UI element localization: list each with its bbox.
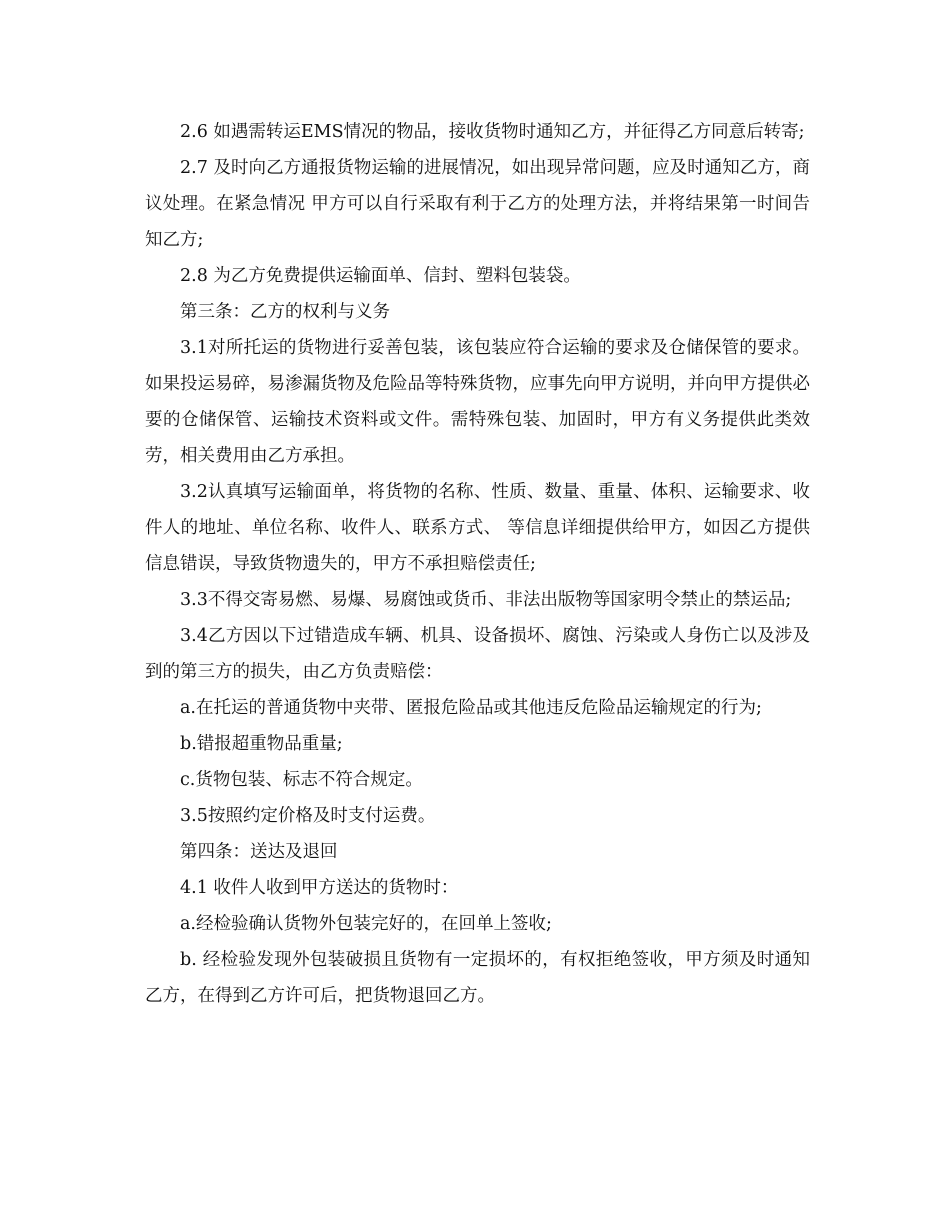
clause-2-8: 2.8 为乙方免费提供运输面单、信封、塑料包装袋。 — [180, 266, 581, 286]
clause-3-4: 3.4乙方因以下过错造成车辆、机具、设备损坏、腐蚀、污染或人身伤亡以及涉及到的第三方的损失，由乙方负责赔偿： — [145, 626, 810, 682]
clause-3-4-c: c.货物包装、标志不符合规定。 — [180, 770, 423, 790]
clause-3-1: 3.1对所托运的货物进行妥善包装，该包装应符合运输的要求及仓储保管的要求。 如果投运易碎，易渗漏货物及危险品等特殊货物，应事先向甲方说明，并向甲方提供必要的仓储保管、运输技术资料或文件。需特殊包装、加固时，甲方有义务提供此类效劳，相关费用由乙方承担。 — [145, 338, 810, 466]
clause-3-4-a: a.在托运的普通货物中夹带、匿报危险品或其他违反危险品运输规定的行为; — [180, 698, 762, 718]
clause-4-1-a: a.经检验确认货物外包装完好的，在回单上签收; — [180, 914, 552, 934]
clause-3-3: 3.3不得交寄易燃、易爆、易腐蚀或货币、非法出版物等国家明令禁止的禁运品; — [180, 590, 792, 610]
clause-3-4-b: b.错报超重物品重量; — [180, 734, 343, 754]
clause-4-1: 4.1 收件人收到甲方送达的货物时： — [180, 878, 459, 898]
clause-3-2: 3.2认真填写运输面单，将货物的名称、性质、数量、重量、体积、运输要求、收件人的地址、单位名称、收件人、联系方式、 等信息详细提供给甲方，如因乙方提供信息错误，导致货物遗失的，甲方不承担赔偿责任; — [145, 482, 810, 574]
article-4-heading: 第四条：送达及退回 — [180, 842, 338, 862]
clause-3-5: 3.5按照约定价格及时支付运费。 — [180, 806, 436, 826]
clause-4-1-b: b. 经检验发现外包装破损且货物有一定损坏的，有权拒绝签收，甲方须及时通知乙方，在得到乙方许可后，把货物退回乙方。 — [145, 950, 810, 1006]
article-3-heading: 第三条：乙方的权利与义务 — [180, 302, 390, 322]
clause-2-7: 2.7 及时向乙方通报货物运输的进展情况，如出现异常问题，应及时通知乙方，商议处理。在紧急情况 甲方可以自行采取有利于乙方的处理方法，并将结果第一时间告知乙方; — [145, 158, 810, 250]
clause-2-6: 2.6 如遇需转运EMS情况的物品，接收货物时通知乙方，并征得乙方同意后转寄; — [180, 122, 805, 142]
document-body — [145, 114, 810, 1014]
